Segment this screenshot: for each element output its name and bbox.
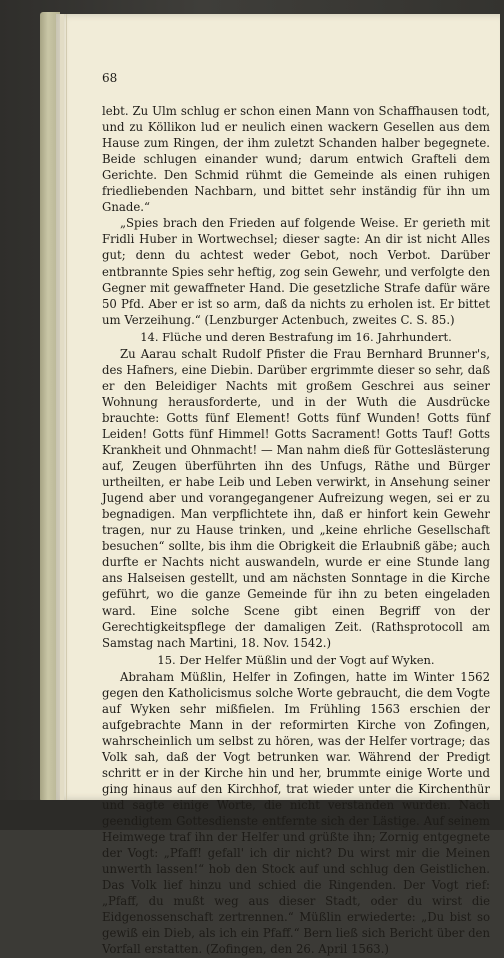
paragraph: lebt. Zu Ulm schlug er schon einen Mann von Schaffhausen todt, und zu Köllikon lud er neulich einen wackern Gesellen aus dem Hause zum Ringen, der ihm zuletzt Schanden halber begegnete. Beide schlugen einander wund; darum entwich Grafteli dem Gerichte. Den Schmid rühmt die Gemeinde als einen ruhigen friedliebenden Nachbarn, und bittet sehr inständig für ihn um Gnade.“	[102, 104, 490, 215]
page-gutter	[60, 14, 64, 800]
paragraph: „Spies brach den Frieden auf folgende Weise. Er gerieth mit Fridli Huber in Wortwechsel; dieser sagte: An dir ist nicht Alles gut; denn du achtest weder Gebot, noch Verbot. Darüber entbrannte Spies sehr heftig, zog sein Gewehr, und verfolgte den Gegner mit gewaffneter Hand. Die gesetzliche Strafe dafür wäre 50 Pfd. Aber er ist so arm, daß da nichts zu erholen ist. Er bittet um Verzeihung.“ (Lenzburger Actenbuch, zweites C. S. 85.)	[102, 216, 490, 327]
section-heading: 14. Flüche und deren Bestrafung im 16. Jahrhundert.	[140, 329, 452, 344]
paragraph: Zu Aarau schalt Rudolf Pfister die Frau Bernhard Brunner's, des Hafners, eine Diebin. Darüber ergrimmte dieser so sehr, daß er den Beleidiger Nachts mit großem Geschrei aus seiner Wohnung herausforderte, und in der Wuth die Ausdrücke brauchte: Gotts fünf Element! Gotts fünf Wunden! Gotts fünf Leiden! Gotts fünf Himmel! Gotts Sacrament! Gotts Tauf! Gotts Krankheit und Ohnmacht! — Man nahm dieß für Gotteslästerung auf, Zeugen überführten ihn des Unfugs, Räthe und Bürger urtheilten, er habe Leib und Leben verwirkt, in Ansehung seiner Jugend aber und vorangegangener Aufreizung wegen, sei er zu begnadigen. Man verpflichtete ihn, daß er hinfort kein Gewehr tragen, nur zu Hause trinken, und „keine ehrliche Gesellschaft besuchen“ sollte, bis ihm die Obrigkeit die Erlaubniß gäbe; auch durfte er Nachts nicht auswandeln, wurde er eine Stunde lang ans Halseisen gestellt, und am nächsten Sonntage in die Kirche geführt, wo die ganze Gemeinde für ihn zu beten eingeladen ward. Eine solche Scene gibt einen Begriff von der Gerechtigkeitspflege der damaligen Zeit. (Rathsprotocoll am Samstag nach Martini, 18. Nov. 1542.)	[102, 346, 490, 650]
page-fold-line	[66, 14, 67, 800]
page-number: 68	[102, 71, 118, 85]
paragraph: Abraham Müßlin, Helfer in Zofingen, hatte im Winter 1562 gegen den Katholicismus solche Worte gebraucht, die dem Vogte auf Wyken sehr mißfielen. Im Frühling 1563 erschien der aufgebrachte Mann in der reformirten Kirche von Zofingen, wahrscheinlich um selbst zu hören, was der Helfer vortrage; das Volk sah, daß der Vogt betrunken war. Während der Predigt schritt er in der Kirche hin und her, brummte einige Worte und ging hinaus auf den Kirchhof, trat wieder unter die Kirchenthür und sagte einige Worte, die nicht verstanden wurden. Nach geendigtem Gottesdienste entfernte sich der Lästige. Auf seinem Heimwege traf ihn der Helfer und grüßte ihn; Zornig entgegnete der Vogt: „Pfaff! gefall' ich dir nicht? Du wirst mir die Meinen unwerth lassen!“ hob den Stock auf und schlug den Geistlichen. Das Volk lief hinzu und schied die Ringenden. Der Vogt rief: „Pfaff, du mußt weg aus dieser Stadt, oder du wirst die Eidgenossenschaft zertrennen.“ Müßlin erwiederte: „Du bist so gewiß ein Dieb, als ich ein Pfaff.“ Bern ließ sich Bericht über den Vorfall erstatten. (Zofingen, den 26. April 1563.)	[102, 669, 490, 957]
page-text	[102, 70, 490, 958]
section-heading: 15. Der Helfer Müßlin und der Vogt auf Wyken.	[157, 652, 435, 667]
